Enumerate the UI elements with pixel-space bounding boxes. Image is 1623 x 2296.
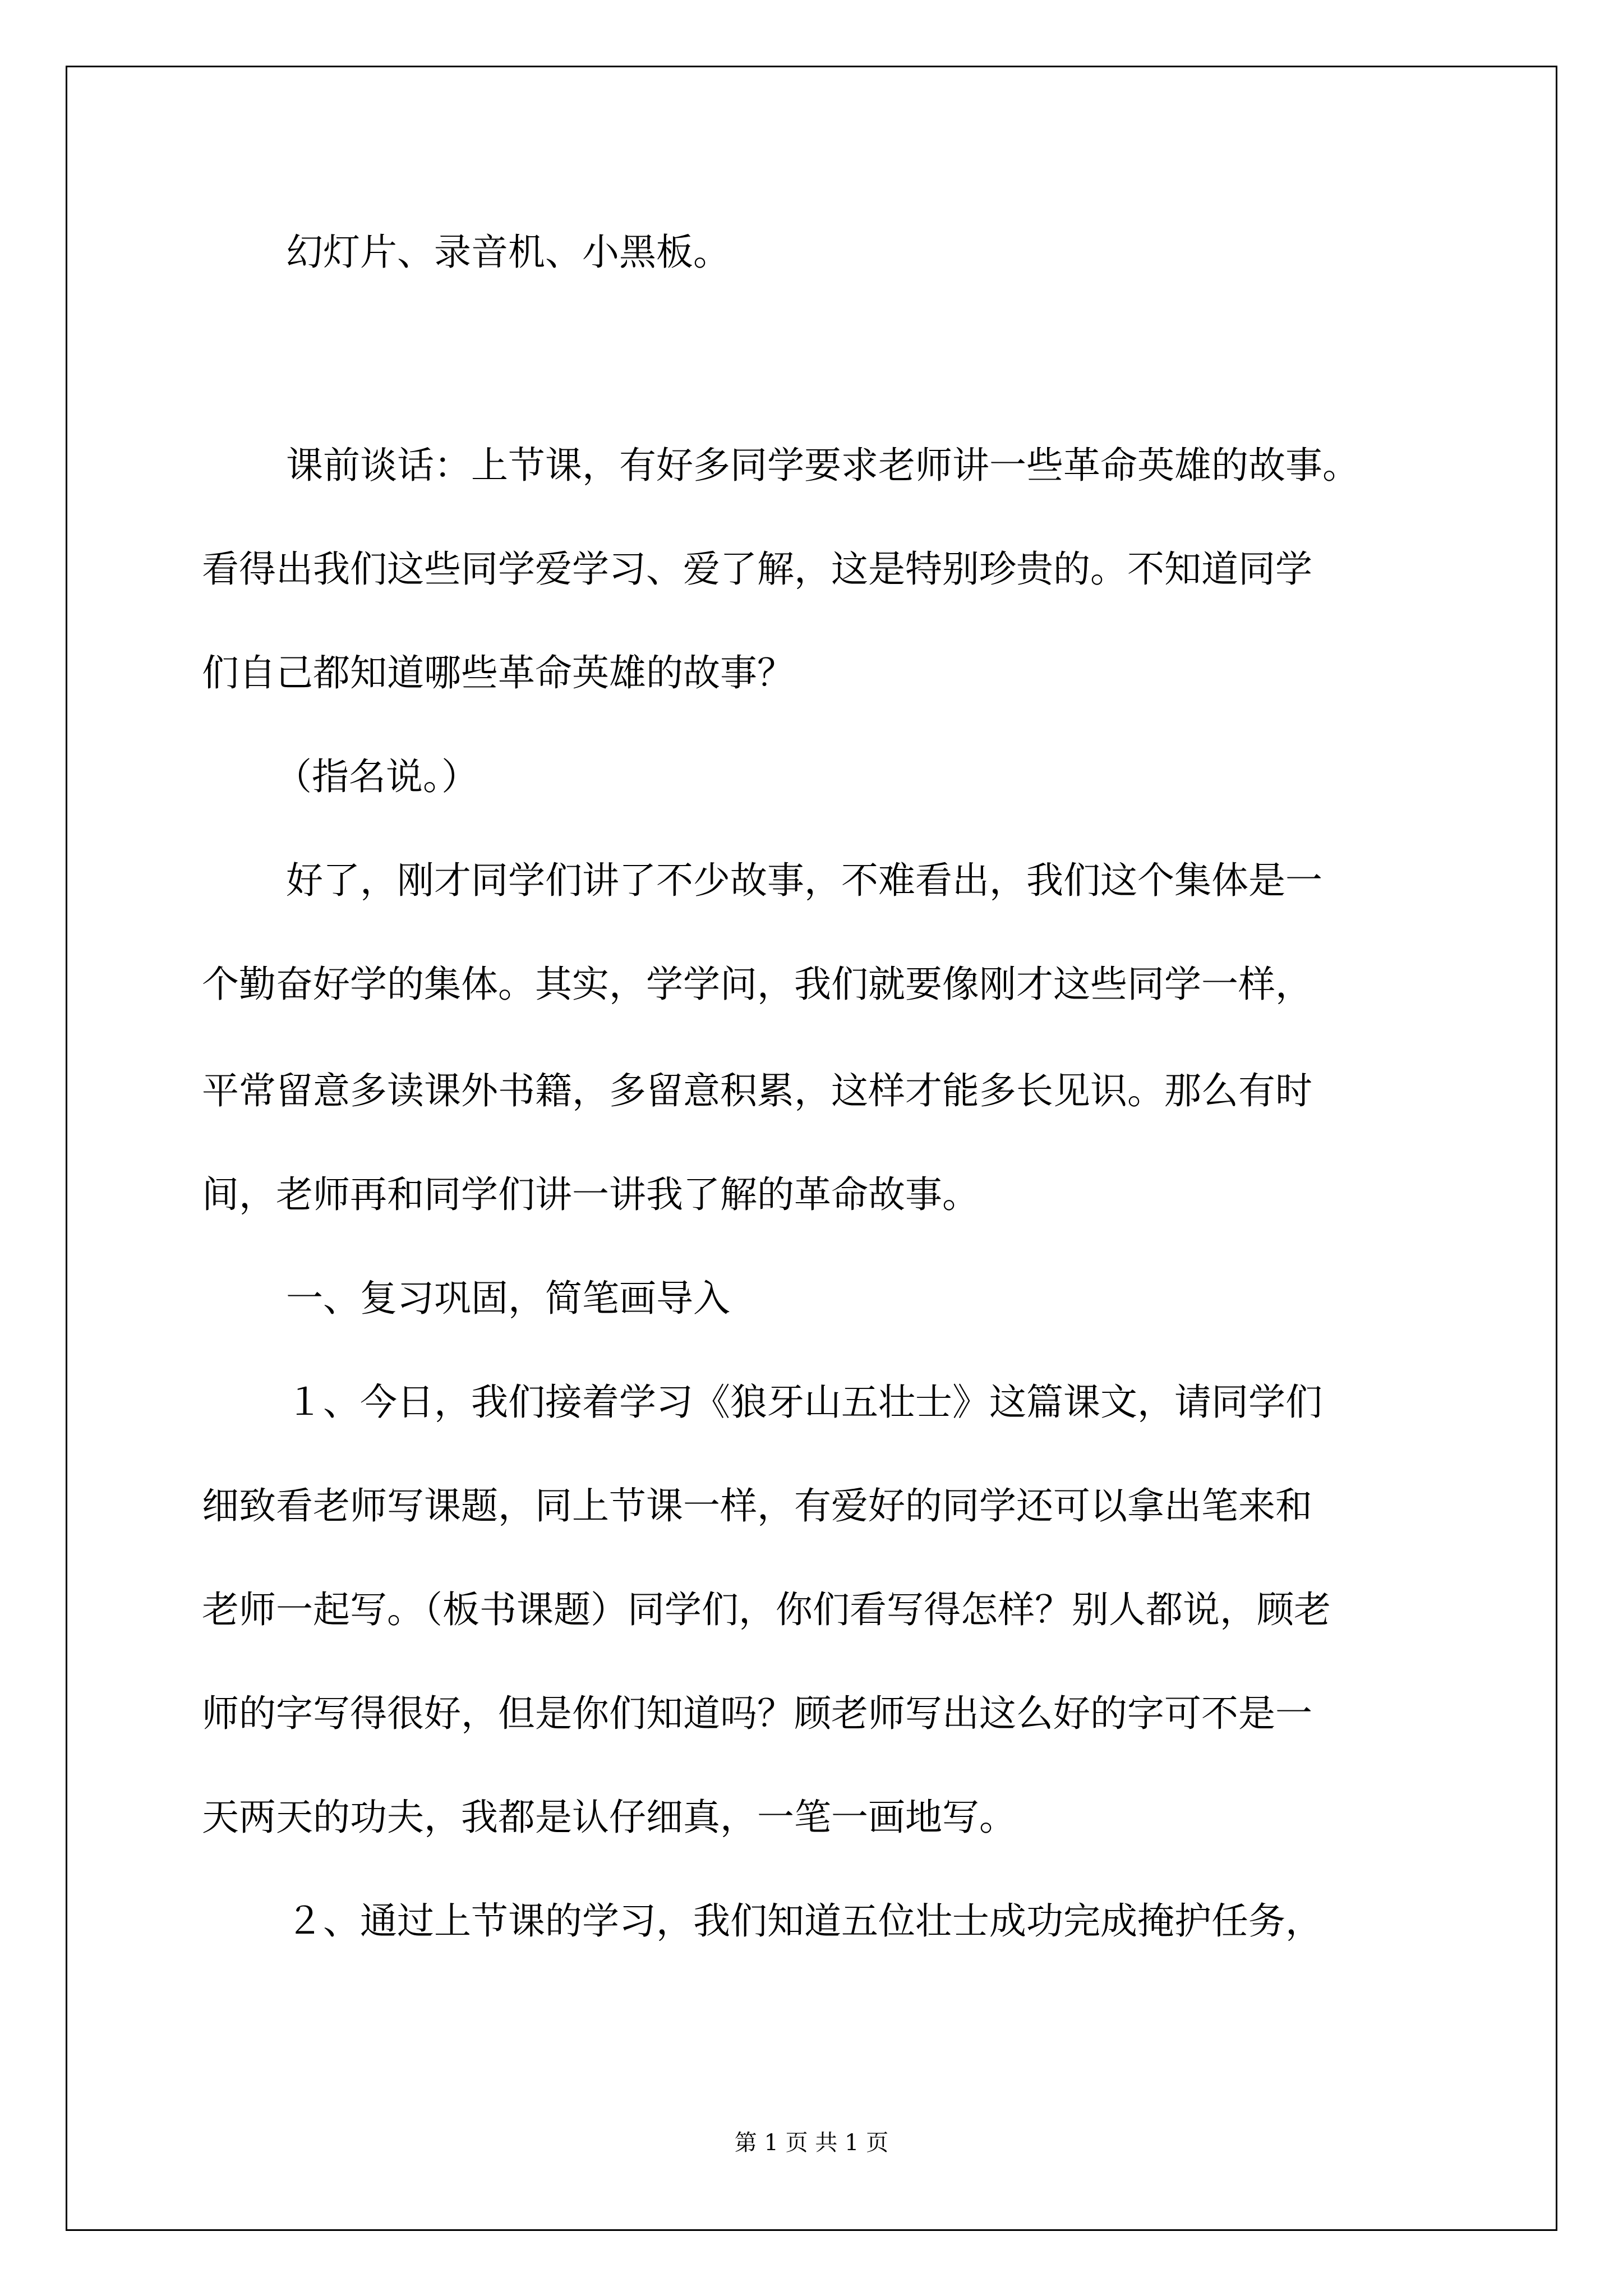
text-line: 课前谈话：上节课，有好多同学要求老师讲一些革命英雄的故事。 — [286, 444, 1359, 487]
text-line: 师的字写得很好，但是你们知道吗？顾老师写出这么好的字可不是一 — [202, 1692, 1312, 1735]
text-line: 老师一起写。（板书课题）同学们，你们看写得怎样？别人都说，顾老 — [202, 1588, 1331, 1631]
text-line: 平常留意多读课外书籍，多留意积累，这样才能多长见识。那么有时 — [202, 1069, 1312, 1112]
text-line: １、今日，我们接着学习《狼牙山五壮士》这篇课文，请同学们 — [286, 1381, 1322, 1424]
text-line: 间，老师再和同学们讲一讲我了解的革命故事。 — [202, 1173, 979, 1216]
text-line: （指名说。） — [275, 755, 478, 798]
text-line: 细致看老师写课题，同上节课一样，有爱好的同学还可以拿出笔来和 — [202, 1484, 1312, 1527]
text-line: ２、通过上节课的学习，我们知道五位壮士成功完成掩护任务， — [286, 1899, 1322, 1943]
section-heading: 一、复习巩固，简笔画导入 — [286, 1277, 730, 1320]
text-line: 幻灯片、录音机、小黑板。 — [286, 231, 730, 274]
text-line: 天两天的功夫，我都是认仔细真，一笔一画地写。 — [202, 1796, 1016, 1839]
text-line: 们自己都知道哪些革命英雄的故事？ — [202, 651, 794, 694]
text-line: 个勤奋好学的集体。其实，学学问，我们就要像刚才这些同学一样， — [202, 963, 1312, 1006]
page-number: 第 1 页 共 1 页 — [734, 2130, 889, 2156]
text-line: 好了，刚才同学们讲了不少故事，不难看出，我们这个集体是一 — [286, 859, 1322, 902]
text-line: 看得出我们这些同学爱学习、爱了解，这是特别珍贵的。不知道同学 — [202, 547, 1312, 591]
